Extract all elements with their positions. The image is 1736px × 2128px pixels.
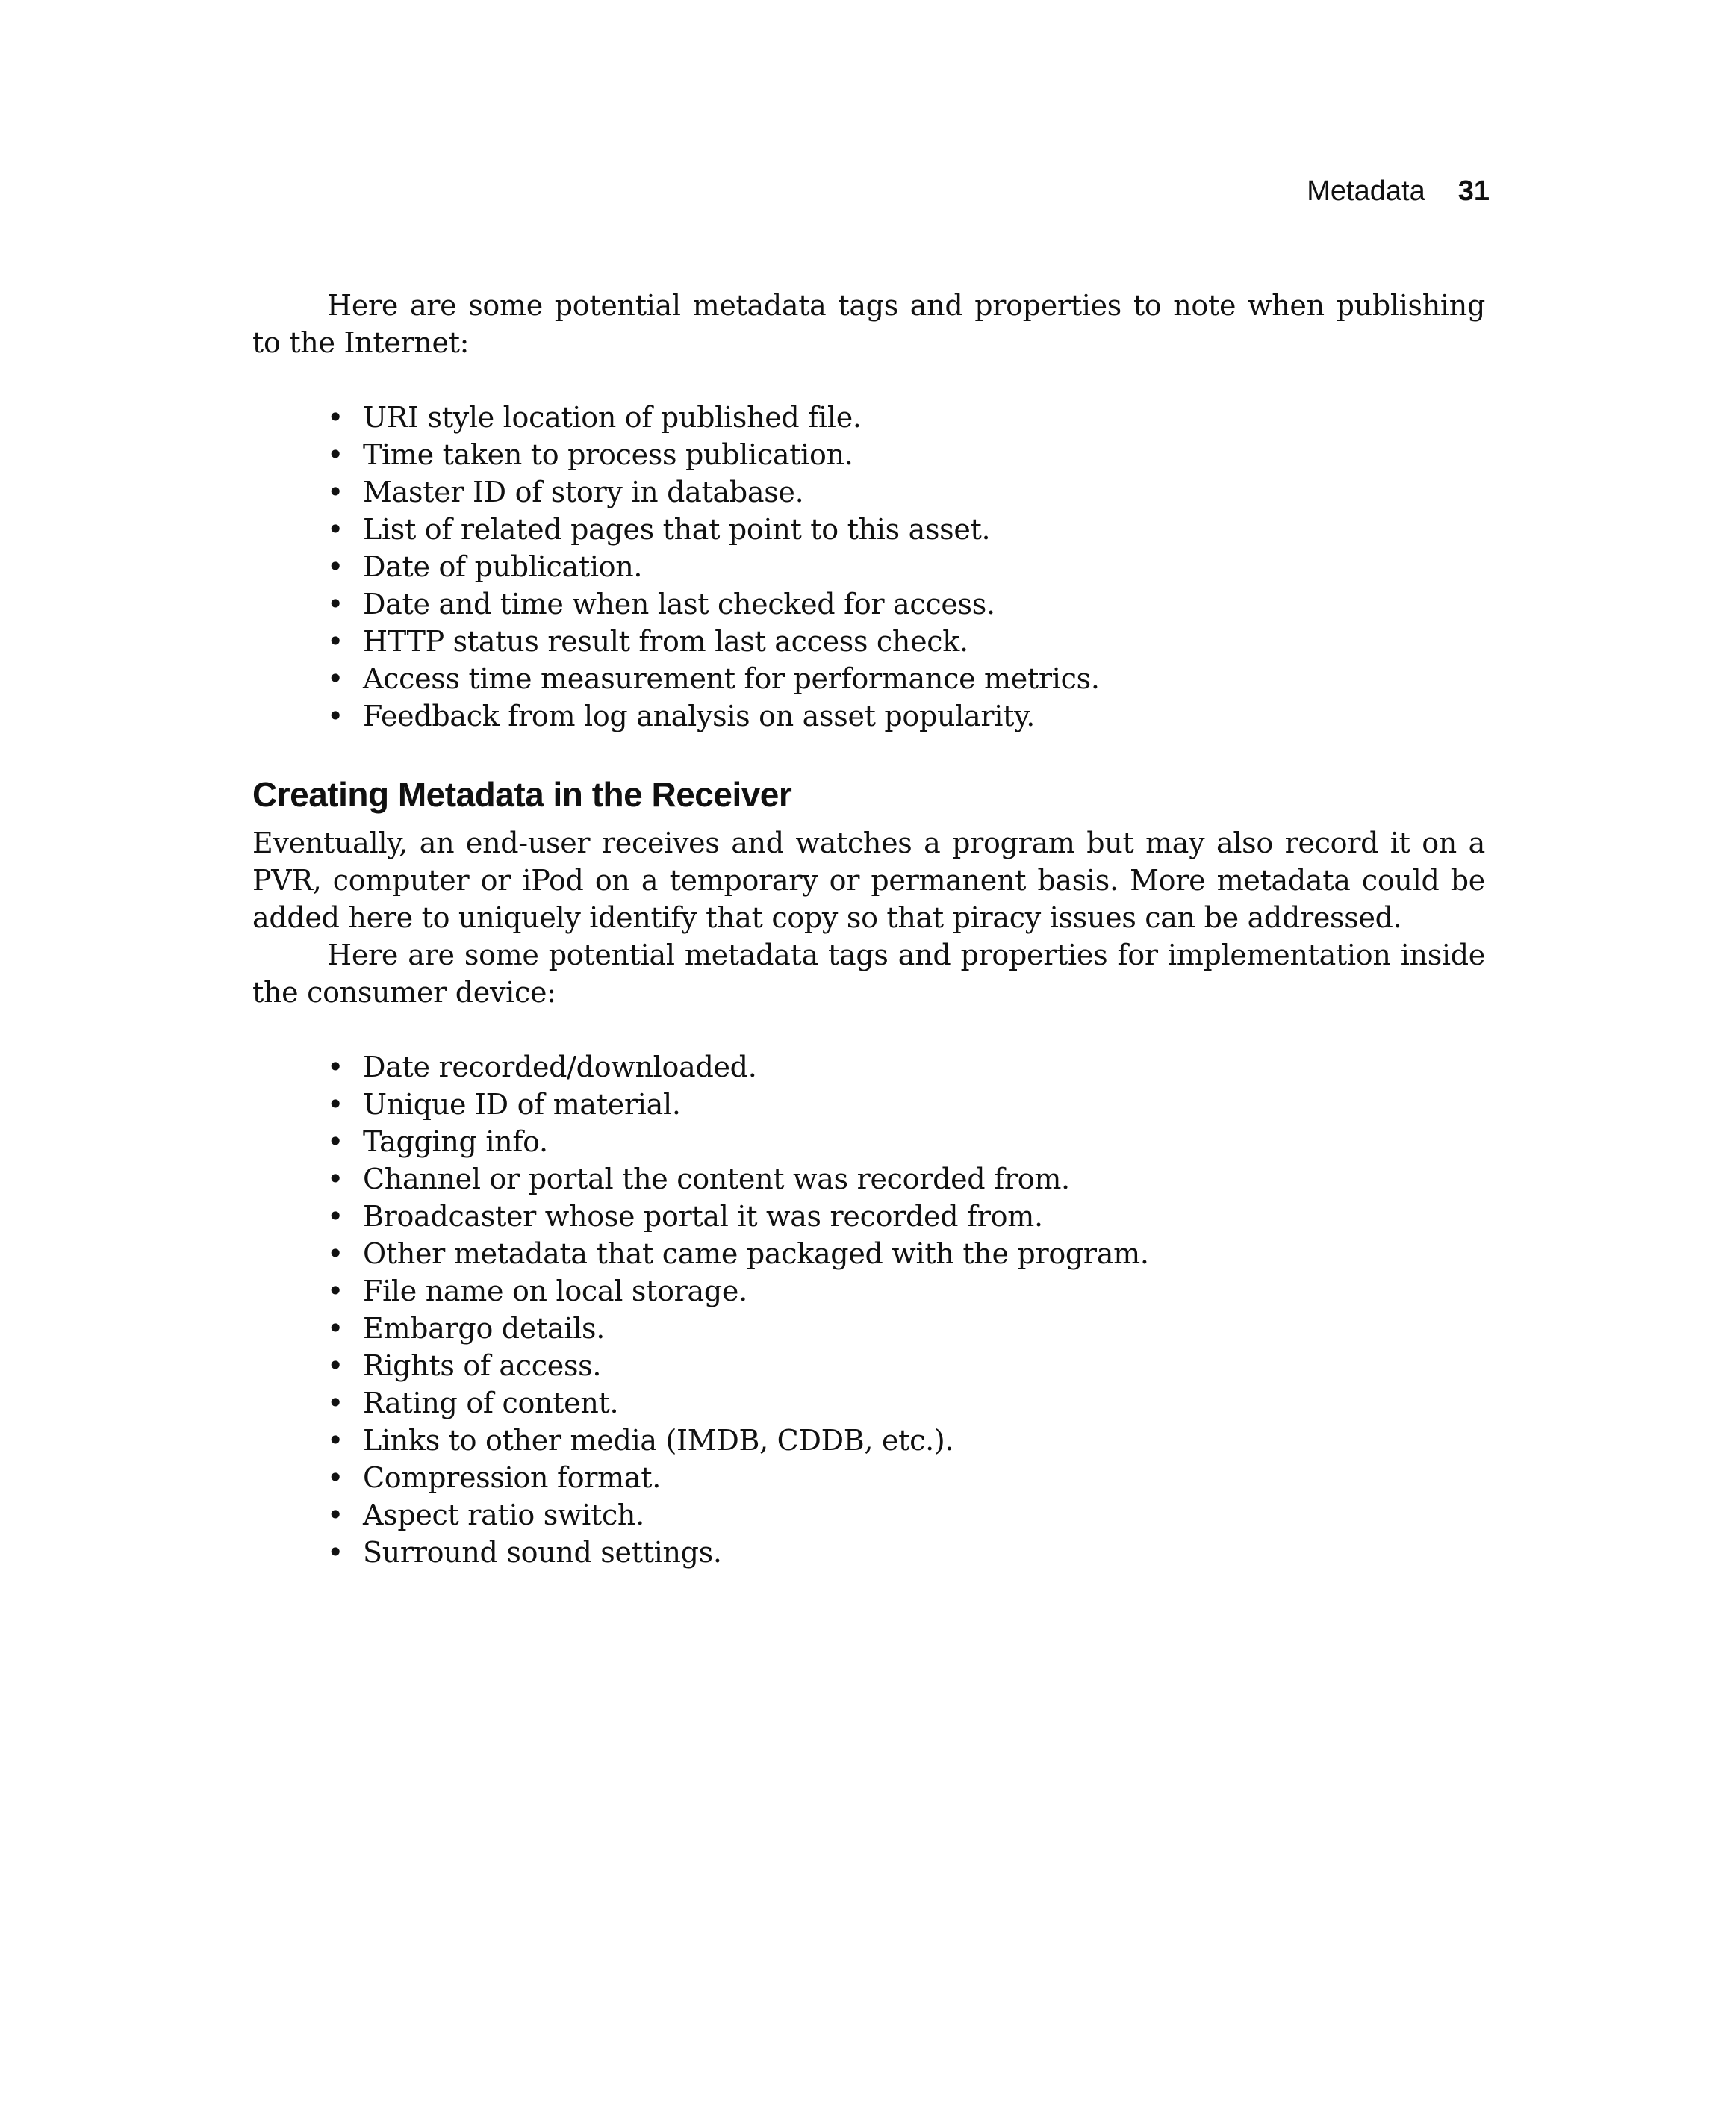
list-item: • Unique ID of material. [327,1086,1485,1123]
list-item: • Master ID of story in database. [327,473,1485,511]
list-item: • List of related pages that point to this asset. [327,511,1485,548]
list-item: • Feedback from log analysis on asset popularity. [327,697,1485,735]
list-item: • Date and time when last checked for access. [327,585,1485,623]
list-item: • Date recorded/downloaded. [327,1048,1485,1086]
bullet-icon: • [327,401,344,434]
list-item: • Rights of access. [327,1347,1485,1384]
bullet-icon: • [327,1051,344,1083]
running-title: Metadata [1307,175,1425,207]
bullet-icon: • [327,438,344,471]
section-paragraph-2: Here are some potential metadata tags and properties for implementation inside the consumer device: [252,939,1485,1009]
intro-paragraph: Here are some potential metadata tags and properties to note when publishing to the Internet: [252,289,1485,359]
page-number: 31 [1457,175,1490,207]
bullet-icon: • [327,1499,344,1531]
list-item: • Channel or portal the content was recorded from. [327,1160,1485,1198]
publishing-metadata-list [252,399,1485,735]
list-item: • Compression format. [327,1459,1485,1496]
list-item: • Other metadata that came packaged with the program. [327,1235,1485,1272]
bullet-icon: • [327,1275,344,1307]
bullet-icon: • [327,1461,344,1494]
list-item: • Embargo details. [327,1310,1485,1347]
bullet-icon: • [327,662,344,695]
bullet-icon: • [327,1349,344,1382]
bullet-icon: • [327,1125,344,1158]
bullet-icon: • [327,1424,344,1457]
list-item: • Surround sound settings. [327,1534,1485,1571]
receiver-metadata-list [252,1048,1485,1571]
bullet-icon: • [327,1237,344,1270]
section-heading: Creating Metadata in the Receiver [252,775,792,814]
bullet-icon: • [327,1088,344,1121]
bullet-icon: • [327,550,344,583]
list-item: • Tagging info. [327,1123,1485,1160]
list-item: • Date of publication. [327,548,1485,585]
bullet-icon: • [327,1536,344,1569]
bullet-icon: • [327,1163,344,1195]
bullet-icon: • [327,625,344,658]
list-item: • Broadcaster whose portal it was recorded from. [327,1198,1485,1235]
bullet-icon: • [327,588,344,620]
list-item: • URI style location of published file. [327,399,1485,436]
bullet-icon: • [327,476,344,508]
section-paragraph-1: Eventually, an end-user receives and watches a program but may also record it on a PVR, computer or iPod on a temporary or permanent basis. More metadata could be added here to uniquely identify that copy so that piracy issues can be addressed. [252,827,1485,934]
page-body [252,287,1485,1571]
list-item: • Rating of content. [327,1384,1485,1422]
list-item: • Access time measurement for performance metrics. [327,660,1485,697]
list-item: • HTTP status result from last access check. [327,623,1485,660]
list-item: • Aspect ratio switch. [327,1496,1485,1534]
bullet-icon: • [327,1312,344,1345]
bullet-icon: • [327,1387,344,1419]
list-item: • Time taken to process publication. [327,436,1485,473]
running-header [1307,173,1490,209]
bullet-icon: • [327,700,344,732]
list-item: • File name on local storage. [327,1272,1485,1310]
bullet-icon: • [327,513,344,546]
list-item: • Links to other media (IMDB, CDDB, etc.). [327,1422,1485,1459]
bullet-icon: • [327,1200,344,1233]
